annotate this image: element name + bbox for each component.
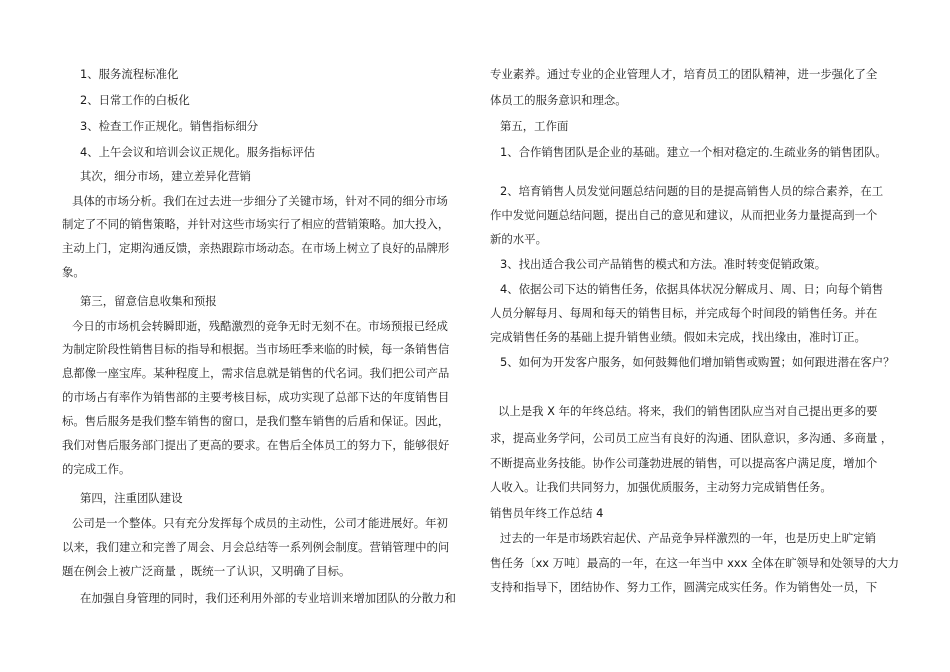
paragraph-line: 以来，我们建立和完善了周会、月会总结等一系列例会制度。营销管理中的问 <box>62 540 450 554</box>
paragraph-line: 象。 <box>62 265 85 279</box>
paragraph-line: 作中发觉问题总结问题，提出自己的意见和建议，从而把业务力量提高到一个 <box>490 208 878 222</box>
paragraph-line: 的完成工作。 <box>62 462 131 476</box>
paragraph-line: 过去的一年是市场跌宕起伏、产品竞争异样激烈的一年，也是历史上旷定销 <box>500 531 876 545</box>
paragraph-line: 在加强自身管理的同时，我们还利用外部的专业培训来增加团队的分散力和 <box>80 591 456 605</box>
paragraph-line: 的市场占有率作为销售部的主要考核目标，成功实现了总部下达的年度销售目 <box>62 390 450 404</box>
paragraph-line: 主动上门，定期沟通反馈，亲热跟踪市场动态。在市场上树立了良好的品牌形 <box>62 241 450 255</box>
paragraph-line: 售任务〔xx 万吨〕最高的一年，在这一年当中 xxx 全体在旷领导和处领导的大力 <box>490 556 900 570</box>
paragraph-line: 人员分解每月、每周和每天的销售目标，并完成每个时间段的销售任务。并在 <box>490 306 878 320</box>
paragraph-line: 公司是一个整体。只有充分发挥每个成员的主动性，公司才能进展好。年初 <box>72 516 448 530</box>
list-item: 3、检查工作正规化。销售指标细分 <box>80 119 259 133</box>
list-item: 2、培育销售人员发觉问题总结问题的目的是提高销售人员的综合素养，在工 <box>500 184 884 198</box>
paragraph-line: 专业素养。通过专业的企业管理人才，培育员工的团队精神，进一步强化了全 <box>490 67 878 81</box>
section-title: 销售员年终工作总结 4 <box>490 506 604 520</box>
section-heading: 第五，工作面 <box>500 119 569 133</box>
list-item: 1、服务流程标准化 <box>80 67 179 81</box>
paragraph-line: 制定了不同的销售策略，并针对这些市场实行了相应的营销策略。加大投入， <box>62 217 450 231</box>
paragraph-line: 息都像一座宝库。某种程度上，需求信息就是销售的代名词。我们把公司产品 <box>62 366 450 380</box>
list-item: 2、日常工作的白板化 <box>80 93 190 107</box>
list-item: 1、合作销售团队是企业的基础。建立一个相对稳定的.生疏业务的销售团队。 <box>500 145 887 159</box>
paragraph-line: 不断提高业务技能。协作公司蓬勃进展的销售，可以提高客户满足度，增加个 <box>490 456 878 470</box>
section-heading: 第三，留意信息收集和预报 <box>80 294 217 308</box>
paragraph-line: 今日的市场机会转瞬即逝，残酷激烈的竞争无时无刻不在。市场预报已经成 <box>72 319 448 333</box>
section-heading: 其次，细分市场，建立差异化营销 <box>80 169 251 183</box>
paragraph-line: 标。售后服务是我们整车销售的窗口，是我们整车销售的后盾和保证。因此， <box>62 414 450 428</box>
paragraph-line: 题在例会上被广泛商量 ，既统一了认识，又明确了目标。 <box>62 564 351 578</box>
paragraph-line: 完成销售任务的基础上提升销售业绩。假如未完成，找出缘由，准时订正。 <box>490 330 866 344</box>
paragraph-line: 具体的市场分析。我们在过去进一步细分了关键市场，针对不同的细分市场 <box>72 194 448 208</box>
paragraph-line: 人收入。让我们共同努力，加强优质服务，主动努力完成销售任务。 <box>490 480 832 494</box>
list-item: 4、依据公司下达的销售任务，依据具体状况分解成月、周、日；向每个销售 <box>500 282 884 296</box>
paragraph-line: 体员工的服务意识和理念。 <box>490 93 627 107</box>
section-heading: 第四，注重团队建设 <box>80 491 183 505</box>
paragraph-line: 新的水平。 <box>490 232 547 246</box>
paragraph-line: 支持和指导下，团结协作、努力工作，圆满完成实任务。作为销售处一员，下 <box>490 580 878 594</box>
paragraph-line: 以上是我 X 年的年终总结。将来，我们的销售团队应当对自己提出更多的要 <box>498 404 878 418</box>
list-item: 5、如何为开发客户服务，如何鼓舞他们增加销售或购置；如何跟进潜在客户？ <box>500 355 895 369</box>
list-item: 4、上午会议和培训会议正规化。服务指标评估 <box>80 145 316 159</box>
paragraph-line: 为制定阶段性销售目标的指导和根据。当市场旺季来临的时候，每一条销售信 <box>62 342 450 356</box>
list-item: 3、找出适合我公司产品销售的模式和方法。准时转变促销政策。 <box>500 257 827 271</box>
paragraph-line: 求，提高业务学问，公司员工应当有良好的沟通、团队意识，多沟通、多商量 ， <box>490 431 893 445</box>
paragraph-line: 我们对售后服务部门提出了更高的要求。在售后全体员工的努力下，能够很好 <box>62 438 450 452</box>
